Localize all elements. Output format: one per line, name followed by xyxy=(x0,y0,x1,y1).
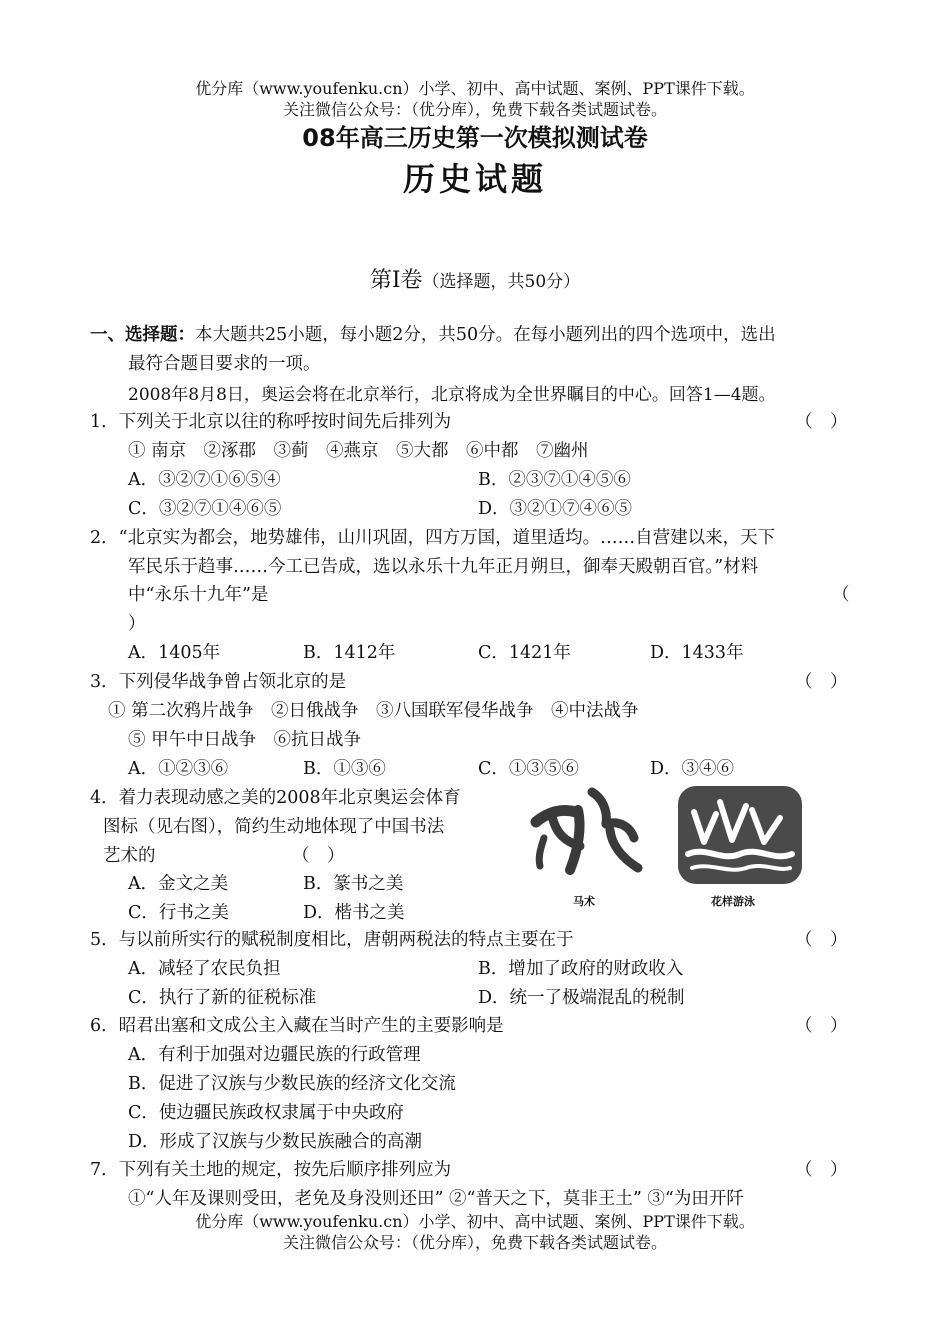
q3-option-d: D．③④⑥ xyxy=(650,759,735,779)
q4-option-c: C．行书之美 xyxy=(128,903,229,923)
q6-stem: 6．昭君出塞和文成公主入藏在当时产生的主要影响是 xyxy=(90,1016,504,1036)
q3-items-2: ⑤ 甲午中日战争 ⑥抗日战争 xyxy=(128,730,362,750)
q2-paren-close: ） xyxy=(128,614,146,634)
q2-line-2: 军民乐于趋事……今工已告成，选以永乐十九年正月朔旦，御奉天殿朝百官。”材料 xyxy=(128,557,759,577)
q6-option-d: D．形成了汉族与少数民族融合的高潮 xyxy=(128,1132,423,1152)
q4-line-3: 艺术的 xyxy=(103,846,156,866)
section-title: 第Ⅰ卷 xyxy=(369,268,423,293)
q3-option-b: B．①③⑥ xyxy=(303,759,386,779)
q4-option-d: D．楷书之美 xyxy=(303,903,405,923)
equestrian-pictogram xyxy=(522,784,650,886)
q3-answer-paren: （ ） xyxy=(795,672,848,692)
q6-answer-paren: （ ） xyxy=(795,1016,848,1036)
q4-option-b: B．篆书之美 xyxy=(303,874,404,894)
q6-option-c: C．使边疆民族政权隶属于中央政府 xyxy=(128,1103,404,1123)
q1-option-c: C．③②⑦①④⑥⑤ xyxy=(128,499,282,519)
q7-items: ①“人年及课则受田，老免及身没则还田” ②“普天之下，莫非王土” ③“为田开阡 xyxy=(128,1189,744,1209)
q6-option-a: A．有利于加强对边疆民族的行政管理 xyxy=(128,1045,421,1065)
q7-stem: 7．下列有关土地的规定，按先后顺序排列应为 xyxy=(90,1160,452,1180)
q4-answer-paren: （ ） xyxy=(292,846,345,866)
q3-stem: 3．下列侵华战争曾占领北京的是 xyxy=(90,672,347,692)
q2-option-a: A．1405年 xyxy=(128,643,221,663)
q3-option-c: C．①③⑤⑥ xyxy=(478,759,579,779)
header-line-2: 关注微信公众号：（优分库），免费下载各类试题试卷。 xyxy=(282,100,667,119)
q2-line-3: 中“永乐十九年”是 xyxy=(128,585,269,605)
q3-items-1: ① 第二次鸦片战争 ②日俄战争 ③八国联军侵华战争 ④中法战争 xyxy=(108,701,639,721)
section-note: （选择题，共50分） xyxy=(422,272,581,292)
swimming-pictogram xyxy=(676,784,804,886)
q6-option-b: B．促进了汉族与少数民族的经济文化交流 xyxy=(128,1074,456,1094)
q5-option-c: C．执行了新的征税标准 xyxy=(128,988,317,1008)
equestrian-icon xyxy=(522,784,650,886)
q4-option-a: A．金文之美 xyxy=(128,874,229,894)
footer-line-1: 优分库（www.youfenku.cn）小学、初中、高中试题、案例、PPT课件下载。 xyxy=(195,1212,755,1231)
q5-answer-paren: （ ） xyxy=(795,930,848,950)
q5-option-b: B．增加了政府的财政收入 xyxy=(478,959,684,979)
subject-title: 历史试题 xyxy=(402,160,547,198)
q7-answer-paren: （ ） xyxy=(795,1160,848,1180)
q5-option-d: D．统一了极端混乱的税制 xyxy=(478,988,685,1008)
part1-instruction-line xyxy=(90,321,776,346)
header-line-1: 优分库（www.youfenku.cn）小学、初中、高中试题、案例、PPT课件下载。 xyxy=(195,79,755,98)
equestrian-caption: 马术 xyxy=(573,895,595,908)
footer-line-2: 关注微信公众号：（优分库），免费下载各类试题试卷。 xyxy=(282,1233,667,1252)
q2-option-d: D．1433年 xyxy=(650,643,744,663)
q2-paren-open: （ xyxy=(832,585,850,605)
section-heading xyxy=(0,263,950,294)
q1-option-d: D．③②①⑦④⑥⑤ xyxy=(478,499,633,519)
q5-stem: 5．与以前所实行的赋税制度相比，唐朝两税法的特点主要在于 xyxy=(90,930,574,950)
q3-option-a: A．①②③⑥ xyxy=(128,759,229,779)
q1-stem: 1．下列关于北京以往的称呼按时间先后排列为 xyxy=(90,412,452,432)
q1-option-b: B．②③⑦①④⑤⑥ xyxy=(478,470,631,490)
part1-instruction-b: 最符合题目要求的一项。 xyxy=(128,354,321,374)
q2-line-1: 2．“北京实为都会，地势雄伟，山川巩固，四方万国，道里适均。……自营建以来，天下 xyxy=(90,528,776,548)
q2-option-b: B．1412年 xyxy=(303,643,396,663)
q1-items: ① 南京 ②涿郡 ③蓟 ④燕京 ⑤大都 ⑥中都 ⑦幽州 xyxy=(128,441,589,461)
q4-line-1: 4．着力表现动感之美的2008年北京奥运会体育 xyxy=(90,788,461,808)
q4-line-2: 图标（见右图），简约生动地体现了中国书法 xyxy=(103,817,445,837)
swimming-caption: 花样游泳 xyxy=(711,895,755,908)
part1-label: 一、选择题： xyxy=(90,325,195,345)
q1-answer-paren: （ ） xyxy=(795,412,848,432)
exam-title: 08年高三历史第一次模拟测试卷 xyxy=(302,124,648,152)
q2-option-c: C．1421年 xyxy=(478,643,571,663)
part1-instruction-a: 本大题共25小题，每小题2分，共50分。在每小题列出的四个选项中，选出 xyxy=(195,325,776,345)
synchronized-swimming-icon xyxy=(676,784,804,886)
part1-intro: 2008年8月8日，奥运会将在北京举行，北京将成为全世界瞩目的中心。回答1—4题。 xyxy=(128,385,776,405)
q5-option-a: A．减轻了农民负担 xyxy=(128,959,281,979)
q1-option-a: A．③②⑦①⑥⑤④ xyxy=(128,470,281,490)
